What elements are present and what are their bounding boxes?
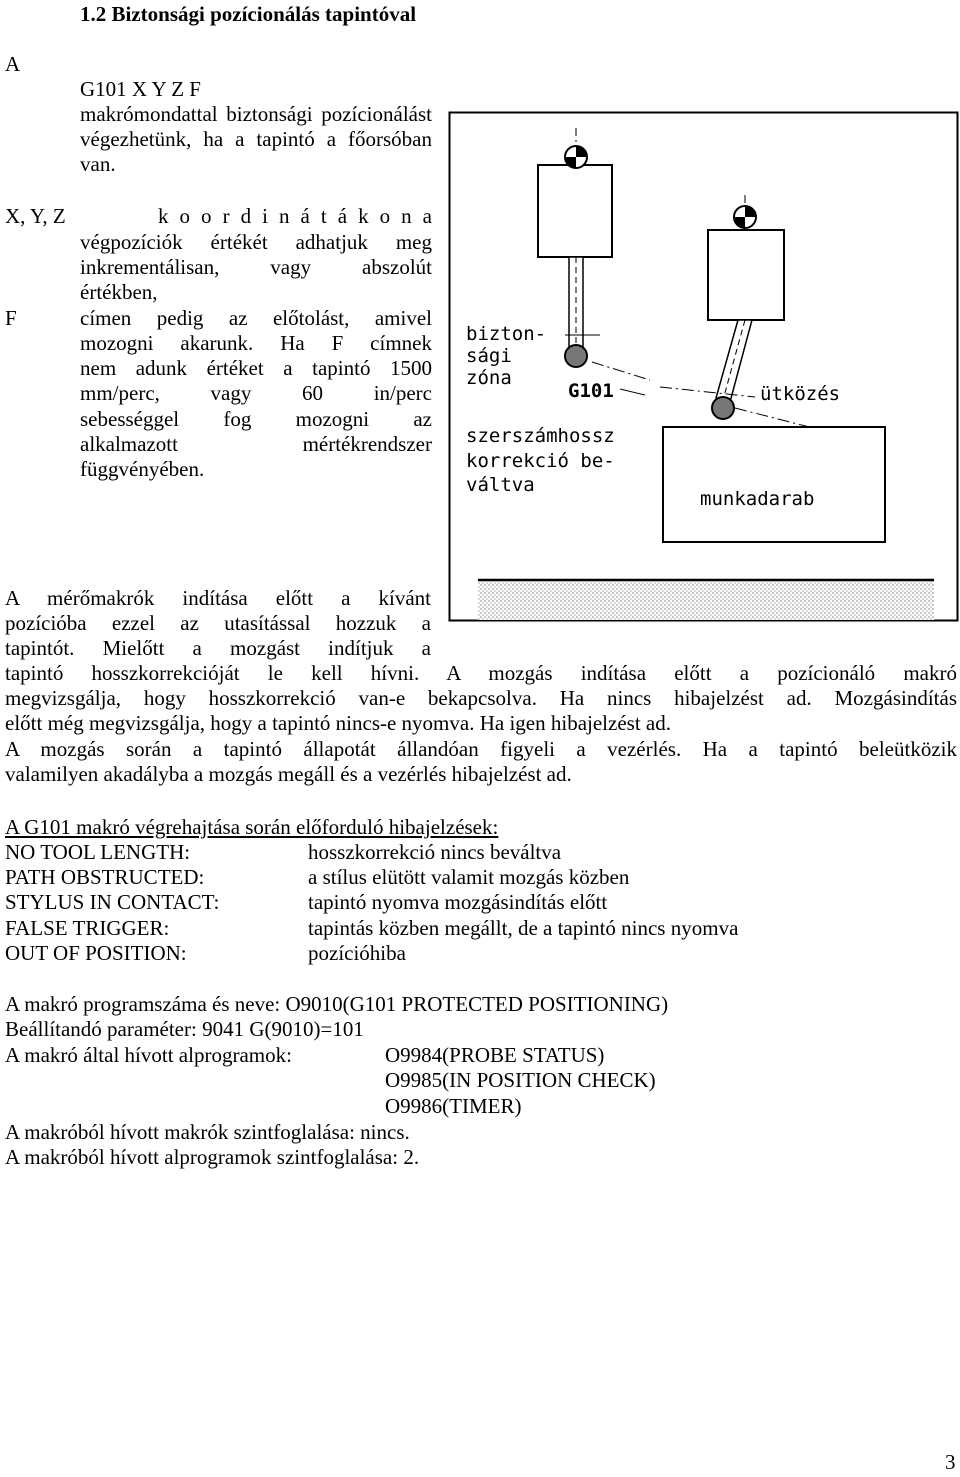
macro-nesting: A makróból hívott makrók szintfoglalása: nincs. (5, 1120, 410, 1144)
body-line: A mérőmakrók indítása előtt a kívánt (5, 586, 431, 610)
error-desc: pozícióhiba (308, 941, 406, 965)
g101-label: G101 (568, 380, 614, 402)
workpiece (663, 427, 885, 542)
body-line: tapintó hosszkorrekcióját le kell hívni. A mozgás indítása előtt a pozícionáló makró (5, 661, 957, 685)
body-line: A mozgás során a tapintó állapotát állandóan figyeli a vezérlés. Ha a tapintó beleütközik (5, 737, 957, 761)
section-heading: 1.2 Biztonsági pozícionálás tapintóval (80, 2, 417, 26)
f-label: F (5, 306, 17, 330)
macro-program: A makró programszáma és neve: O9010(G101 PROTECTED POSITIONING) (5, 992, 669, 1016)
error-code: STYLUS IN CONTACT: (5, 890, 220, 914)
xyz-line: inkrementálisan, vagy abszolút (80, 255, 432, 279)
error-desc: hosszkorrekció nincs beváltva (308, 840, 562, 864)
zone-label: sági (466, 345, 512, 367)
error-code: FALSE TRIGGER: (5, 916, 170, 940)
f-line: függvényében. (80, 457, 205, 481)
intro-line: makrómondattal biztonsági pozícionálást (80, 102, 432, 126)
xyz-first-line: k o o r d i n á t á k o n a (158, 204, 432, 228)
vertical-probe (538, 128, 612, 367)
error-desc: tapintás közben megállt, de a tapintó nincs nyomva (308, 916, 739, 940)
offset-label: korrekció be- (466, 450, 615, 472)
intro-marker: A (5, 52, 21, 76)
intro-line: végezhetünk, ha a tapintó a főorsóban (80, 127, 432, 151)
body-line: valamilyen akadályba a mozgás megáll és a vezérlés hibajelzést ad. (5, 762, 572, 786)
f-line: sebességgel fog mozogni az (80, 407, 432, 431)
body-line: előtt még megvizsgálja, hogy a tapintó nincs-e nyomva. Ha igen hibajelzést ad. (5, 711, 671, 735)
intro-line: van. (80, 152, 116, 176)
error-desc: tapintó nyomva mozgásindítás előtt (308, 890, 608, 914)
f-line: mm/perc, vagy 60 in/perc (80, 381, 432, 405)
offset-label: szerszámhossz (466, 425, 615, 447)
machine-table (478, 580, 934, 620)
command-text: G101 X Y Z F (80, 77, 201, 101)
errors-heading: A G101 makró végrehajtása során előforduló hibajelzések: (5, 815, 499, 839)
f-first-line: címen pedig az előtolást, amivel (80, 306, 432, 330)
offset-label: váltva (466, 474, 535, 496)
subprogram: O9984(PROBE STATUS) (385, 1043, 605, 1067)
subprogram-nesting: A makróból hívott alprogramok szintfoglalása: 2. (5, 1145, 420, 1169)
body-line: pozícióba ezzel az utasítással hozzuk a (5, 611, 431, 635)
error-code: OUT OF POSITION: (5, 941, 187, 965)
zone-label: zóna (466, 367, 512, 389)
subprogram: O9986(TIMER) (385, 1094, 522, 1118)
subprogram: O9985(IN POSITION CHECK) (385, 1068, 656, 1092)
diagram-frame (450, 113, 958, 621)
f-line: mozogni akarunk. Ha F címnek (80, 331, 432, 355)
collision-label: ütközés (760, 383, 841, 405)
f-line: alkalmazott mértékrendszer (80, 432, 432, 456)
zone-label: bizton- (466, 323, 547, 345)
workpiece-label: munkadarab (700, 488, 815, 510)
page-number: 3 (945, 1450, 956, 1474)
body-line: megvizsgálja, hogy hosszkorrekció van-e bekapcsolva. Ha nincs hibajelzést ad. Mozgásindítás (5, 686, 957, 710)
xyz-line: értékben, (80, 280, 158, 304)
xyz-label: X, Y, Z (5, 204, 66, 228)
probe-diagram (0, 0, 960, 640)
subprograms-label: A makró által hívott alprogramok: (5, 1043, 292, 1067)
body-line: tapintót. Mielőtt a mozgást indítjuk a (5, 636, 431, 660)
macro-param: Beállítandó paraméter: 9041 G(9010)=101 (5, 1017, 364, 1041)
error-code: PATH OBSTRUCTED: (5, 865, 205, 889)
f-line: nem adunk értéket a tapintó 1500 (80, 356, 432, 380)
xyz-line: végpozíciók értékét adhatjuk meg (80, 230, 432, 254)
error-desc: a stílus elütött valamit mozgás közben (308, 865, 630, 889)
error-code: NO TOOL LENGTH: (5, 840, 191, 864)
